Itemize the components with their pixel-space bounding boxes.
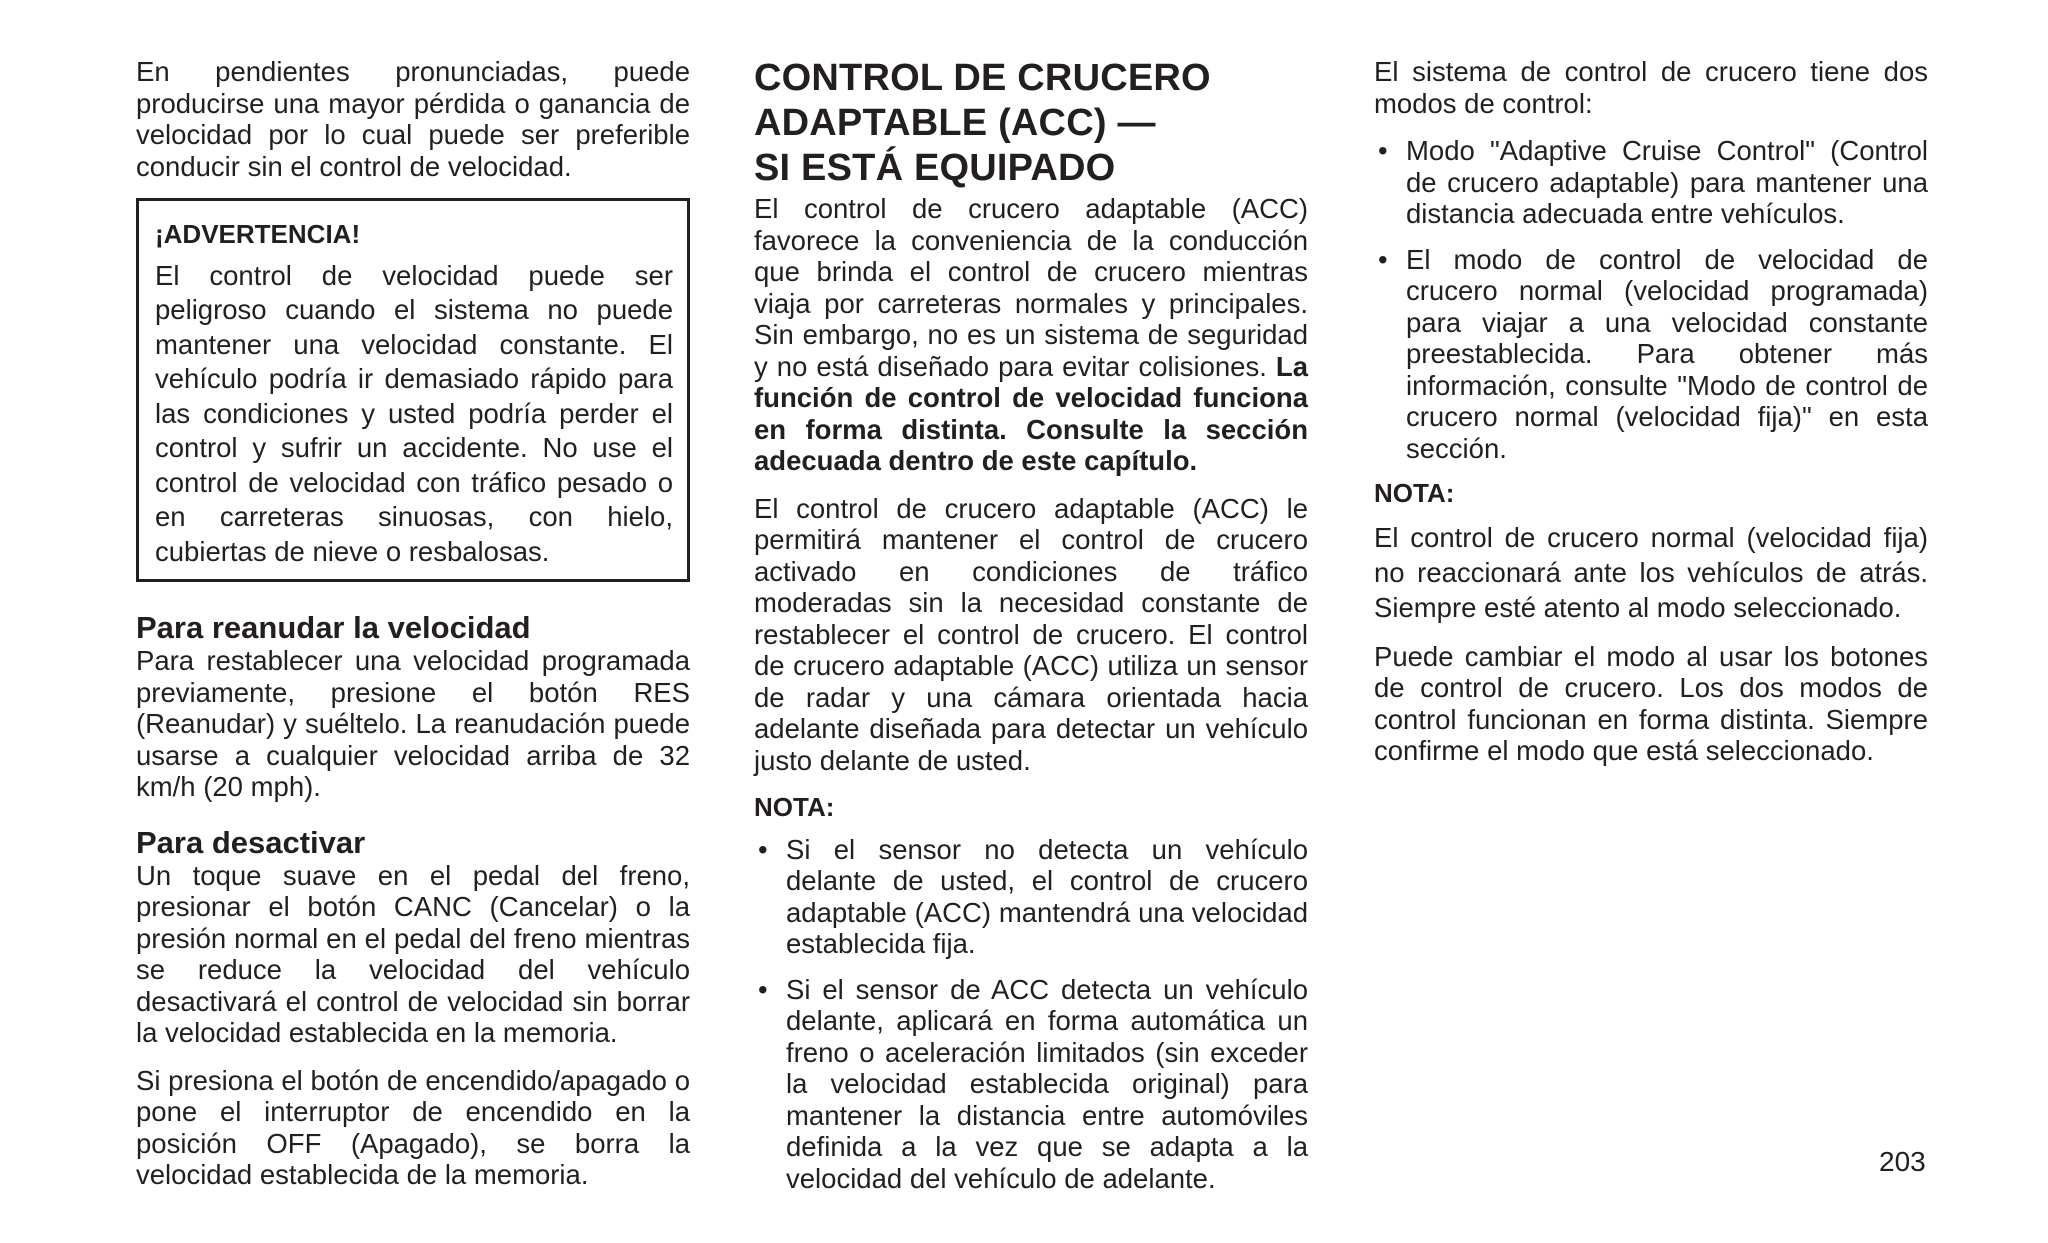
right-nota-paragraph: El control de crucero normal (velocidad fija) no reaccionará ante los vehículos de atrás. Siempre esté atento al modo seleccionado. (1374, 521, 1928, 623)
section-title-line-3: SI ESTÁ EQUIPADO (754, 147, 1116, 189)
warning-box (136, 198, 690, 582)
right-nota-label: NOTA: (1374, 478, 1455, 508)
list-item-text: Si el sensor no detecta un vehículo delante de usted, el control de crucero adaptable (ACC) mantendrá una velocidad establecida fija. (786, 833, 1308, 959)
acc-intro-paragraph (754, 193, 1308, 477)
bullet-icon: • (1378, 135, 1388, 166)
warning-text: El control de velocidad puede ser peligroso cuando el sistema no puede mantener una velocidad constante. El vehículo podría ir demasiado rápido para las condiciones y usted podría perder el control y sufrir un accidente. No use el control de velocidad con tráfico pesado o en carreteras sinuosas, con hielo, cubiertas de nieve o resbalosas. (155, 259, 673, 567)
bullet-icon: • (758, 973, 768, 1005)
slope-paragraph: En pendientes pronunciadas, puede producirse una mayor pérdida o ganancia de velocidad por lo cual puede ser preferible conducir sin el control de velocidad. (136, 56, 690, 182)
section-title (754, 56, 1308, 191)
modes-intro-paragraph: El sistema de control de crucero tiene dos modos de control: (1374, 56, 1928, 119)
warning-title: ¡ADVERTENCIA! (155, 219, 361, 249)
middle-bullet-list (754, 834, 1308, 1195)
deactivate-heading: Para desactivar (136, 824, 366, 860)
change-mode-paragraph: Puede cambiar el modo al usar los botones de control de crucero. Los dos modos de control funcionan en forma distinta. Siempre confirme el modo que está seleccionado. (1374, 640, 1928, 766)
resume-heading: Para reanudar la velocidad (136, 610, 531, 645)
resume-paragraph: Para restablecer una velocidad programada previamente, presione el botón RES (Reanudar) y suéltelo. La reanudación puede usarse a cualquier velocidad arriba de 32 km/h (20 mph). (136, 645, 690, 802)
list-item (1374, 135, 1928, 230)
middle-column (754, 56, 1308, 1208)
list-item (754, 974, 1308, 1195)
bullet-icon: • (1378, 243, 1388, 275)
acc-description-paragraph: El control de crucero adaptable (ACC) le permitirá mantener el control de crucero activado en condiciones de tráfico moderadas sin la necesidad constante de restablecer el control de crucero. El control de crucero adaptable (ACC) utiliza un sensor de radar y una cámara orientada hacia adelante diseñada para detectar un vehículo justo delante de usted. (754, 492, 1308, 776)
section-title-line-1: CONTROL DE CRUCERO (754, 57, 1211, 99)
left-column (136, 56, 690, 1207)
right-column (1374, 56, 1928, 783)
bullet-icon: • (758, 833, 768, 865)
middle-nota-label: NOTA: (754, 792, 835, 822)
acc-intro-text: El control de crucero adaptable (ACC) favorece la conveniencia de la conducción que brinda el control de crucero mientras viaja por carreteras normales y principales. Sin embargo, no es un sistema de seguridad y no está diseñado para evitar colisiones. (754, 193, 1308, 382)
list-item (1374, 244, 1928, 465)
list-item-text: Si el sensor de ACC detecta un vehículo delante, aplicará en forma automática un freno o aceleración limitados (sin exceder la velocidad establecida original) para mantener la distancia entre automóviles definida a la vez que se adapta a la velocidad del vehículo de adelante. (786, 973, 1308, 1194)
list-item-text: Modo "Adaptive Cruise Control" (Control de crucero adaptable) para mantener una distancia adecuada entre vehículos. (1406, 135, 1928, 229)
deactivate-paragraph-1: Un toque suave en el pedal del freno, presionar el botón CANC (Cancelar) o la presión normal en el pedal del freno mientras se reduce la velocidad del vehículo desactivará el control de velocidad sin borrar la velocidad establecida en la memoria. (136, 859, 690, 1048)
list-item-text: El modo de control de velocidad de crucero normal (velocidad programada) para viajar a una velocidad constante preestablecida. Para obtener más información, consulte "Modo de control de crucero normal (velocidad fija)" en esta sección. (1406, 243, 1928, 464)
acc-intro-bold-text: La función de control de velocidad funciona en forma distinta. Consulte la sección adecuada dentro de este capítulo. (754, 350, 1309, 476)
right-bullet-list (1374, 135, 1928, 464)
section-title-line-2: ADAPTABLE (ACC) — (754, 102, 1156, 144)
deactivate-paragraph-2: Si presiona el botón de encendido/apagado o pone el interruptor de encendido en la posición OFF (Apagado), se borra la velocidad establecida de la memoria. (136, 1064, 690, 1190)
page-number: 203 (1879, 1146, 1926, 1177)
list-item (754, 834, 1308, 960)
